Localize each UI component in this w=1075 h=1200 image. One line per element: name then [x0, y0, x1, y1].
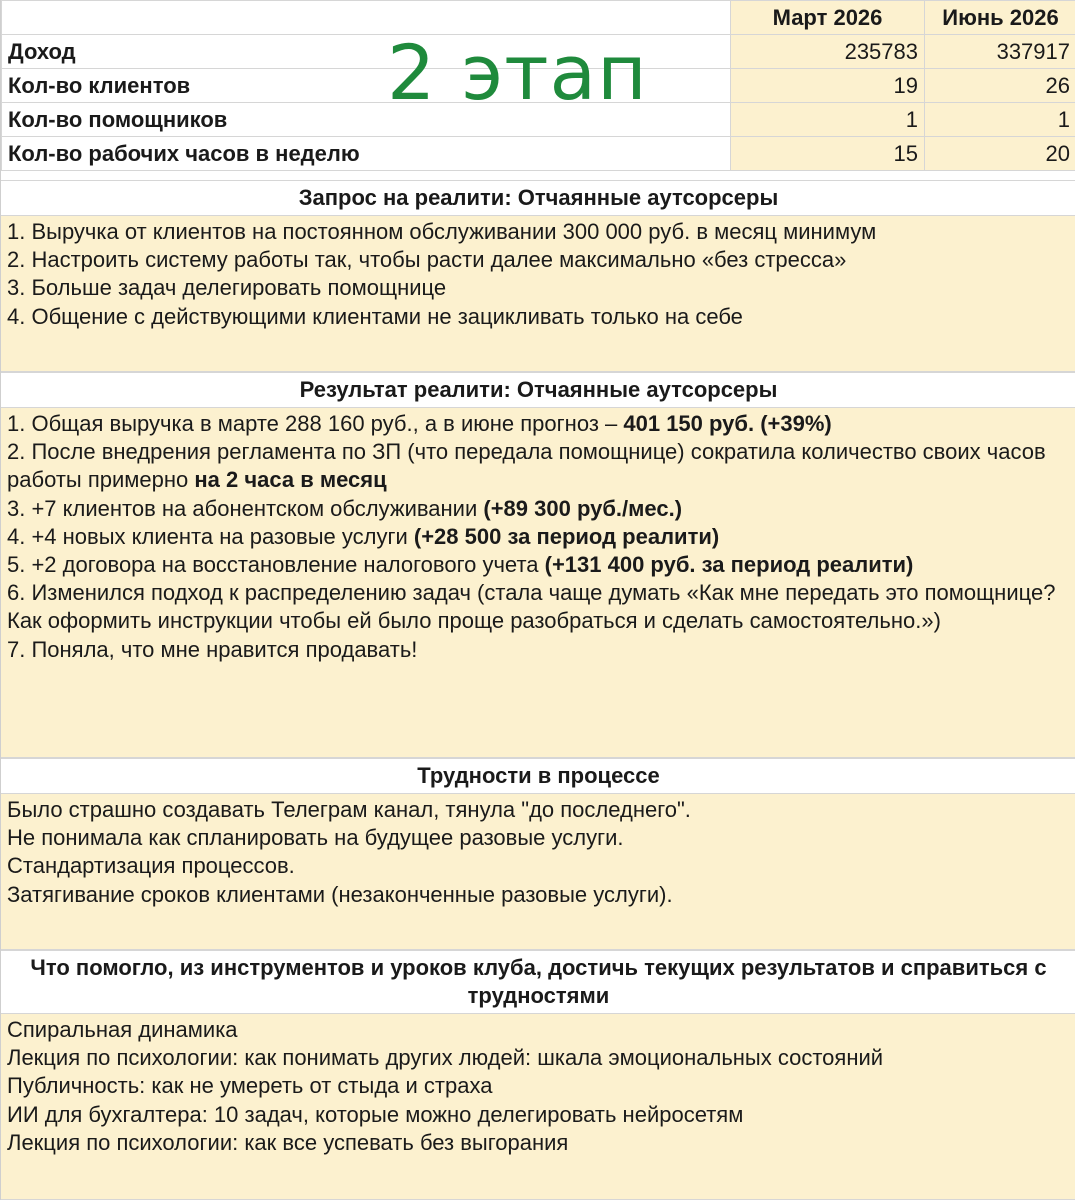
request-item: 4. Общение с действующими клиентами не зацикливать только на себе: [7, 303, 743, 329]
difficulty-item: Стандартизация процессов.: [7, 853, 295, 879]
difficulties-section-body: [1, 794, 1075, 950]
helped-item: Спиральная динамика: [7, 1017, 238, 1042]
metric-value-june: 26: [925, 69, 1075, 103]
difficulties-section-title: Трудности в процессе: [1, 758, 1075, 794]
metric-value-march: 235783: [731, 35, 925, 69]
helped-item: ИИ для бухгалтера: 10 задач, которые можно делегировать нейросетям: [7, 1101, 744, 1127]
result-item: 1. Общая выручка в марте 288 160 руб., а в июне прогноз – 401 150 руб. (+39%): [7, 411, 832, 436]
helped-item: Лекция по психологии: как понимать других людей: шкала эмоциональных состояний: [7, 1045, 884, 1071]
result-item: 4. +4 новых клиента на разовые услуги (+28 500 за период реалити): [7, 523, 720, 549]
result-item-highlight: 401 150 руб. (+39%): [623, 411, 832, 436]
metric-label: Кол-во клиентов: [2, 69, 731, 103]
result-section-title: Результат реалити: Отчаянные аутсорсеры: [1, 372, 1075, 408]
request-section-title: Запрос на реалити: Отчаянные аутсорсеры: [1, 180, 1075, 216]
metric-value-june: 20: [925, 137, 1075, 171]
result-item-highlight: (+131 400 руб. за период реалити): [544, 552, 914, 578]
helped-section-title: Что помогло, из инструментов и уроков клуба, достичь текущих результатов и справиться с трудностями: [1, 950, 1075, 1014]
helped-item: Лекция по психологии: как все успевать без выгорания: [7, 1129, 569, 1155]
metric-value-june: 337917: [925, 35, 1075, 69]
request-section-body: [1, 216, 1075, 372]
request-item: 1. Выручка от клиентов на постоянном обслуживании 300 000 руб. в месяц минимум: [7, 219, 877, 244]
metric-value-march: 1: [731, 103, 925, 137]
result-item-highlight: (+28 500 за период реалити): [413, 523, 720, 549]
metric-value-march: 19: [731, 69, 925, 103]
stage-title: 2 этап: [387, 28, 648, 117]
helped-section-body: [1, 1014, 1075, 1200]
result-section-body: [1, 408, 1075, 758]
metrics-row-hours: [2, 137, 1075, 171]
result-item-highlight: на 2 часа в месяц: [194, 467, 387, 493]
result-item: 6. Изменился подход к распределению задач (стала чаще думать «Как мне передать это помощнице? Как оформить инструкции чтобы ей было проще разобраться и сделать самостоятельно.»): [7, 580, 1056, 634]
result-item: 5. +2 договора на восстановление налогового учета (+131 400 руб. за период реалити): [7, 552, 914, 578]
column-header-march: Март 2026: [731, 1, 925, 35]
request-item: 3. Больше задач делегировать помощнице: [7, 275, 447, 301]
metric-value-june: 1: [925, 103, 1075, 137]
difficulty-item: Затягивание сроков клиентами (незаконченные разовые услуги).: [7, 881, 673, 907]
request-item: 2. Настроить систему работы так, чтобы расти далее максимально «без стресса»: [7, 247, 847, 273]
metric-label: Кол-во рабочих часов в неделю: [2, 137, 731, 171]
metric-label: Доход: [2, 35, 731, 69]
helped-item: Публичность: как не умереть от стыда и страха: [7, 1073, 493, 1099]
result-item: 3. +7 клиентов на абонентском обслуживании (+89 300 руб./мес.): [7, 495, 683, 521]
column-header-june: Июнь 2026: [925, 1, 1075, 35]
difficulty-item: Не понимала как спланировать на будущее разовые услуги.: [7, 825, 624, 851]
metric-value-march: 15: [731, 137, 925, 171]
result-item-highlight: (+89 300 руб./мес.): [483, 495, 683, 521]
difficulty-item: Было страшно создавать Телеграм канал, тянула "до последнего".: [7, 797, 691, 822]
result-item: 2. После внедрения регламента по ЗП (что передала помощнице) сократила количество своих часов работы примерно на 2 часа в месяц: [7, 439, 1046, 493]
result-item: 7. Поняла, что мне нравится продавать!: [7, 636, 418, 662]
metric-label: Кол-во помощников: [2, 103, 731, 137]
